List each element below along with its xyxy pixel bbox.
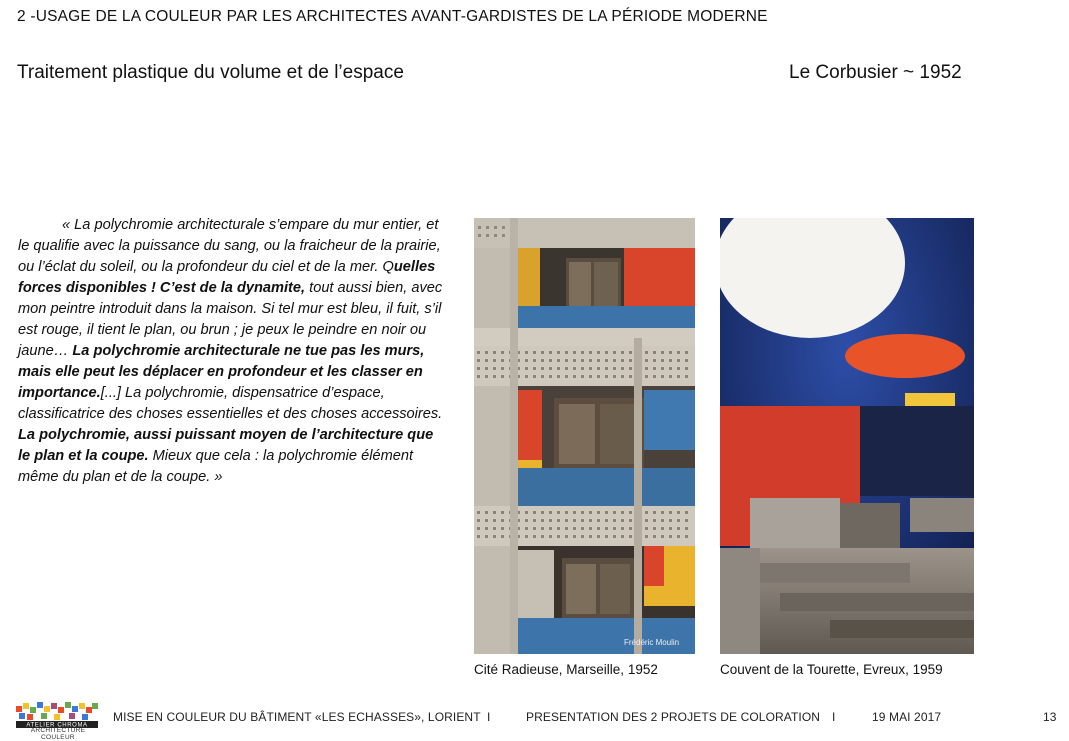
quote-bold-1: uelles forces disponibles ! C’est de la dynamite, bbox=[18, 259, 436, 296]
cite-radieuse-photo bbox=[474, 218, 695, 654]
page-number: 13 bbox=[1043, 710, 1057, 724]
cite-radieuse-illustration bbox=[474, 218, 695, 654]
photo-credit: Frédéric Moulin bbox=[624, 638, 680, 647]
quote-text bbox=[18, 215, 446, 488]
quote-part-1: « La polychromie architecturale s’empare du mur entier, et le qualifie avec la puissance du sang, ou la fraicheur de la prairie, ou l’éclat du soleil, ou la profondeur du ciel et de la mer. Q bbox=[18, 217, 441, 275]
couvent-tourette-caption: Couvent de la Tourette, Evreux, 1959 bbox=[720, 662, 943, 677]
quote-part-3: [...] La polychromie, dispensatrice d’espace, classificatrice des choses essentielles et des choses accessoires. bbox=[18, 385, 443, 422]
cite-radieuse-caption: Cité Radieuse, Marseille, 1952 bbox=[474, 662, 658, 677]
couvent-tourette-illustration bbox=[720, 218, 974, 654]
quote-part-2: tout aussi bien, avec mon peintre introduit dans la maison. Si tel mur est bleu, il fuit, s’il est rouge, il tient le plan, ou brun ; je peux le peindre en noir ou jaune… bbox=[18, 280, 443, 359]
footer-separator-1: I bbox=[487, 710, 491, 724]
logo-title: ATELIER CHROMA bbox=[26, 722, 88, 729]
footer-separator-2: I bbox=[832, 710, 836, 724]
logo-subtitle: ARCHITECTURE COULEUR bbox=[30, 727, 86, 741]
section-title: 2 -USAGE DE LA COULEUR PAR LES ARCHITECTES AVANT-GARDISTES DE LA PÉRIODE MODERNE bbox=[17, 8, 768, 25]
quote-bold-2: La polychromie architecturale ne tue pas les murs, mais elle peut les déplacer en profondeur et les classer en importance. bbox=[18, 343, 425, 401]
slide-subtitle: Traitement plastique du volume et de l’espace bbox=[17, 62, 404, 83]
quote-part-4: Mieux que cela : la polychromie élément même du plan et de la coupe. » bbox=[18, 448, 414, 485]
footer-presentation: PRESENTATION DES 2 PROJETS DE COLORATION bbox=[526, 710, 821, 724]
quote-bold-3: La polychromie, aussi puissant moyen de l’architecture que le plan et la coupe. bbox=[18, 427, 434, 464]
footer-date: 19 MAI 2017 bbox=[872, 710, 942, 724]
couvent-tourette-photo bbox=[720, 218, 974, 654]
footer-project: MISE EN COULEUR DU BÂTIMENT «LES ECHASSES», LORIENT bbox=[113, 710, 481, 724]
author-date: Le Corbusier ~ 1952 bbox=[789, 62, 962, 83]
